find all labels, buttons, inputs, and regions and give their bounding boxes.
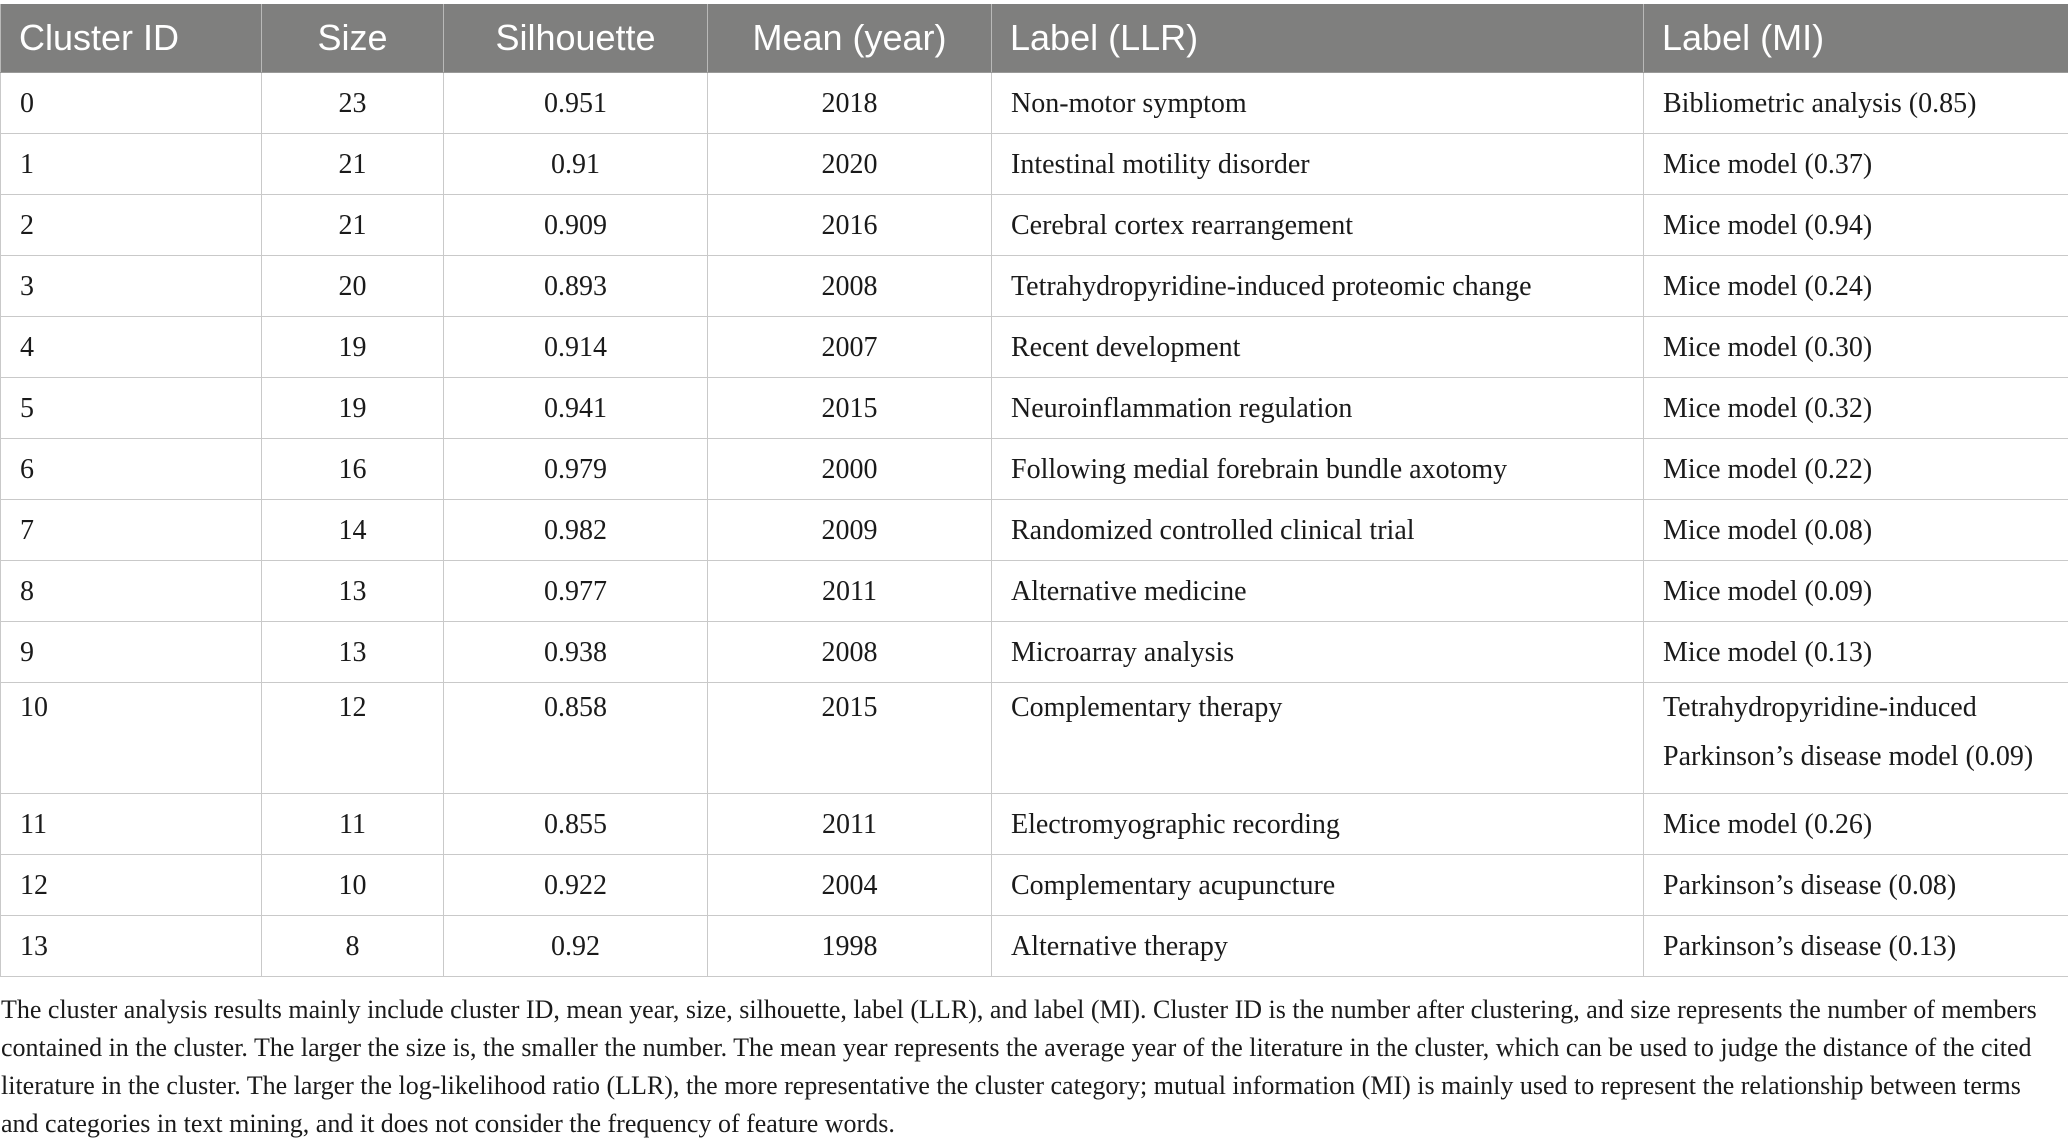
cell-mean-year: 2004 xyxy=(708,855,992,916)
cell-label-mi: Mice model (0.32) xyxy=(1644,378,2068,439)
cell-label-llr: Following medial forebrain bundle axotomy xyxy=(992,439,1644,500)
cell-size: 10 xyxy=(262,855,444,916)
table-row xyxy=(1,317,2068,378)
header-cluster-id: Cluster ID xyxy=(1,4,262,73)
header-row xyxy=(1,4,2068,73)
cell-label-llr: Intestinal motility disorder xyxy=(992,134,1644,195)
cell-size: 14 xyxy=(262,500,444,561)
cell-mean-year: 2011 xyxy=(708,794,992,855)
cell-label-llr: Cerebral cortex rearrangement xyxy=(992,195,1644,256)
cell-cluster-id: 5 xyxy=(1,378,262,439)
table-footnote: The cluster analysis results mainly include cluster ID, mean year, size, silhouette, label (LLR), and label (MI). Cluster ID is the number after clustering, and size represents the number of members contained in the cluster. The larger the size is, the smaller the number. The mean year represents the average year of the literature in the cluster, which can be used to judge the distance of the cited literature in the cluster. The larger the log-likelihood ratio (LLR), the more representative the cluster category; mutual information (MI) is mainly used to represent the relationship between terms and categories in text mining, and it does not consider the frequency of feature words. xyxy=(1,995,2037,1138)
cell-label-mi: Parkinson’s disease (0.08) xyxy=(1644,855,2068,916)
table-row xyxy=(1,916,2068,977)
cell-silhouette: 0.914 xyxy=(444,317,708,378)
cell-label-llr: Non-motor symptom xyxy=(992,73,1644,134)
cell-label-llr: Microarray analysis xyxy=(992,622,1644,683)
cell-silhouette: 0.909 xyxy=(444,195,708,256)
cell-label-llr: Alternative medicine xyxy=(992,561,1644,622)
table-row xyxy=(1,855,2068,916)
cell-mean-year: 2000 xyxy=(708,439,992,500)
cell-cluster-id: 3 xyxy=(1,256,262,317)
cell-silhouette: 0.893 xyxy=(444,256,708,317)
cell-cluster-id: 6 xyxy=(1,439,262,500)
cell-cluster-id: 8 xyxy=(1,561,262,622)
cell-label-llr: Electromyographic recording xyxy=(992,794,1644,855)
cell-size: 21 xyxy=(262,195,444,256)
cell-label-llr: Neuroinflammation regulation xyxy=(992,378,1644,439)
cell-size: 12 xyxy=(262,683,444,794)
cell-mean-year: 2015 xyxy=(708,378,992,439)
cell-size: 23 xyxy=(262,73,444,134)
cell-silhouette: 0.858 xyxy=(444,683,708,794)
header-label-llr: Label (LLR) xyxy=(992,4,1644,73)
cell-cluster-id: 4 xyxy=(1,317,262,378)
cell-mean-year: 2018 xyxy=(708,73,992,134)
table-row xyxy=(1,195,2068,256)
cell-label-mi: Mice model (0.08) xyxy=(1644,500,2068,561)
cell-mean-year: 2008 xyxy=(708,622,992,683)
cell-silhouette: 0.922 xyxy=(444,855,708,916)
cell-silhouette: 0.982 xyxy=(444,500,708,561)
cell-mean-year: 1998 xyxy=(708,916,992,977)
cell-label-mi: Mice model (0.22) xyxy=(1644,439,2068,500)
header-silhouette: Silhouette xyxy=(444,4,708,73)
cell-silhouette: 0.91 xyxy=(444,134,708,195)
cell-silhouette: 0.855 xyxy=(444,794,708,855)
cell-mean-year: 2009 xyxy=(708,500,992,561)
cell-silhouette: 0.979 xyxy=(444,439,708,500)
header-size: Size xyxy=(262,4,444,73)
table-row xyxy=(1,500,2068,561)
table-body xyxy=(1,73,2068,977)
table-row xyxy=(1,378,2068,439)
cell-label-mi: Tetrahydropyridine-induced Parkinson’s disease model (0.09) xyxy=(1644,683,2068,794)
cell-cluster-id: 1 xyxy=(1,134,262,195)
cell-label-mi: Mice model (0.30) xyxy=(1644,317,2068,378)
table-row xyxy=(1,134,2068,195)
cell-size: 13 xyxy=(262,622,444,683)
cell-label-llr: Tetrahydropyridine-induced proteomic change xyxy=(992,256,1644,317)
cell-silhouette: 0.941 xyxy=(444,378,708,439)
cell-label-mi: Mice model (0.26) xyxy=(1644,794,2068,855)
cell-label-llr: Complementary therapy xyxy=(992,683,1644,794)
cell-size: 13 xyxy=(262,561,444,622)
cell-cluster-id: 2 xyxy=(1,195,262,256)
cell-size: 8 xyxy=(262,916,444,977)
cell-cluster-id: 10 xyxy=(1,683,262,794)
cell-size: 19 xyxy=(262,317,444,378)
cluster-table xyxy=(0,4,2068,977)
cell-size: 19 xyxy=(262,378,444,439)
cell-label-mi: Parkinson’s disease (0.13) xyxy=(1644,916,2068,977)
cell-mean-year: 2011 xyxy=(708,561,992,622)
cell-silhouette: 0.92 xyxy=(444,916,708,977)
cell-silhouette: 0.938 xyxy=(444,622,708,683)
header-mean-year: Mean (year) xyxy=(708,4,992,73)
cell-label-mi: Mice model (0.09) xyxy=(1644,561,2068,622)
cell-mean-year: 2016 xyxy=(708,195,992,256)
cell-cluster-id: 12 xyxy=(1,855,262,916)
cell-label-llr: Alternative therapy xyxy=(992,916,1644,977)
cluster-table-container xyxy=(0,4,2068,977)
cell-size: 20 xyxy=(262,256,444,317)
header-label-mi: Label (MI) xyxy=(1644,4,2068,73)
cell-mean-year: 2015 xyxy=(708,683,992,794)
cell-silhouette: 0.951 xyxy=(444,73,708,134)
cell-mean-year: 2007 xyxy=(708,317,992,378)
cell-size: 16 xyxy=(262,439,444,500)
table-row xyxy=(1,256,2068,317)
cell-label-llr: Randomized controlled clinical trial xyxy=(992,500,1644,561)
table-row xyxy=(1,794,2068,855)
cell-cluster-id: 13 xyxy=(1,916,262,977)
cell-label-mi: Mice model (0.94) xyxy=(1644,195,2068,256)
cell-cluster-id: 0 xyxy=(1,73,262,134)
cell-cluster-id: 7 xyxy=(1,500,262,561)
cell-label-llr: Complementary acupuncture xyxy=(992,855,1644,916)
table-row xyxy=(1,439,2068,500)
cell-mean-year: 2020 xyxy=(708,134,992,195)
table-header xyxy=(1,4,2068,73)
cell-mean-year: 2008 xyxy=(708,256,992,317)
table-row xyxy=(1,622,2068,683)
table-row xyxy=(1,561,2068,622)
cell-label-mi: Bibliometric analysis (0.85) xyxy=(1644,73,2068,134)
table-row xyxy=(1,73,2068,134)
cell-label-mi: Mice model (0.37) xyxy=(1644,134,2068,195)
cell-silhouette: 0.977 xyxy=(444,561,708,622)
cell-size: 21 xyxy=(262,134,444,195)
cell-label-llr: Recent development xyxy=(992,317,1644,378)
table-row xyxy=(1,683,2068,794)
cell-size: 11 xyxy=(262,794,444,855)
cell-label-mi: Mice model (0.24) xyxy=(1644,256,2068,317)
cell-cluster-id: 9 xyxy=(1,622,262,683)
cell-label-mi: Mice model (0.13) xyxy=(1644,622,2068,683)
cell-cluster-id: 11 xyxy=(1,794,262,855)
